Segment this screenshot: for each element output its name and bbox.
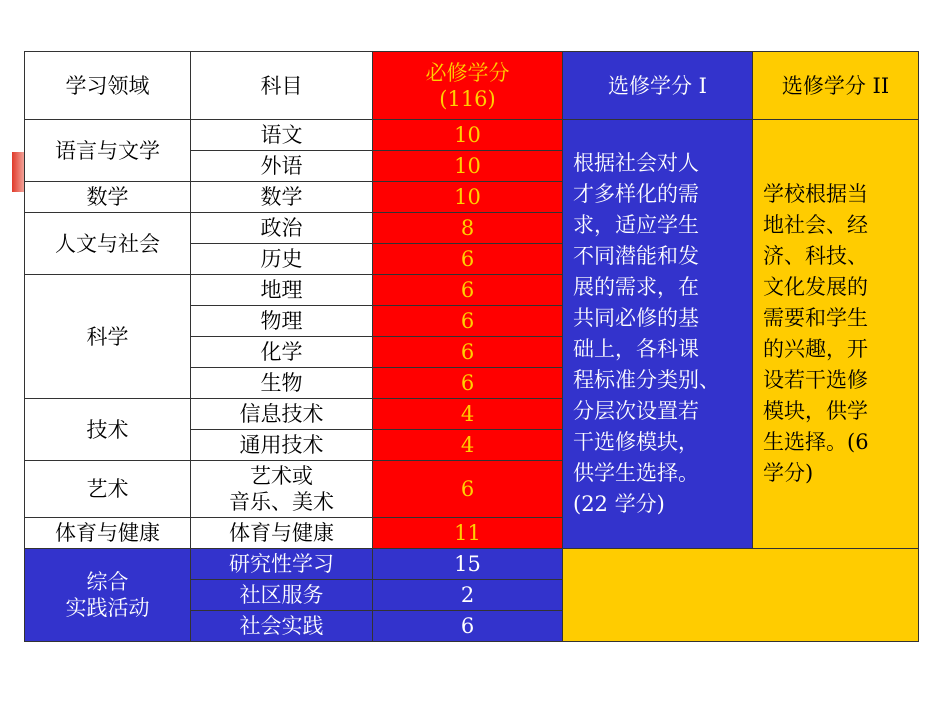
elective-2-description [753, 120, 919, 549]
credit-cell: 11 [373, 518, 563, 549]
description-line: 分层次设置若 [573, 399, 699, 423]
subject-cell: 外语 [191, 151, 373, 182]
domain-cell: 艺术 [25, 461, 191, 518]
subject-cell: 化学 [191, 337, 373, 368]
description-line: 文化发展的 [763, 275, 868, 299]
header-required-title: 必修学分 [425, 60, 510, 85]
credit-cell: 6 [373, 611, 563, 642]
description-line: 干选修模块， [573, 430, 699, 454]
subject-cell: 政治 [191, 213, 373, 244]
credit-cell: 6 [373, 368, 563, 399]
credit-cell: 6 [373, 244, 563, 275]
subject-cell: 数学 [191, 182, 373, 213]
credit-cell: 6 [373, 337, 563, 368]
description-line: 学分) [763, 461, 814, 485]
domain-cell: 数学 [25, 182, 191, 213]
domain-cell: 科学 [25, 275, 191, 399]
header-row [25, 52, 919, 120]
description-line: 模块，供学 [763, 399, 868, 423]
description-line: 济、科技、 [763, 244, 868, 268]
header-elective-1: 选修学分 I [563, 52, 753, 120]
description-line: 础上，各科课 [573, 337, 699, 361]
subject-cell: 研究性学习 [191, 549, 373, 580]
credit-cell: 10 [373, 182, 563, 213]
subject-cell: 语文 [191, 120, 373, 151]
credits-table-container [24, 51, 919, 642]
credit-cell: 8 [373, 213, 563, 244]
domain-line: 实践活动 [65, 596, 150, 620]
description-line: 展的需求，在 [573, 275, 699, 299]
domain-cell: 体育与健康 [25, 518, 191, 549]
description-line: 供学生选择。 [573, 461, 699, 485]
description-line: 根据社会对人 [573, 151, 699, 175]
description-line: 才多样化的需 [573, 182, 699, 206]
description-line: 需要和学生 [763, 306, 868, 330]
subject-cell: 地理 [191, 275, 373, 306]
description-line: 求，适应学生 [573, 213, 699, 237]
domain-cell: 语言与文学 [25, 120, 191, 182]
subject-cell: 社区服务 [191, 580, 373, 611]
credits-table [24, 51, 919, 642]
credit-cell: 10 [373, 120, 563, 151]
description-line: 学校根据当 [763, 182, 868, 206]
subject-cell: 通用技术 [191, 430, 373, 461]
elective-2-text [753, 179, 918, 489]
header-domain: 学习领域 [25, 52, 191, 120]
subject-line: 音乐、美术 [229, 490, 334, 514]
description-line: 设若干选修 [763, 368, 868, 392]
credit-cell: 6 [373, 306, 563, 337]
table-row [25, 549, 919, 580]
elective-1-description [563, 120, 753, 549]
description-line: 地社会、经 [763, 213, 868, 237]
description-line: 的兴趣，开 [763, 337, 868, 361]
description-line: (22 学分) [573, 492, 665, 516]
credit-cell: 10 [373, 151, 563, 182]
subject-cell: 历史 [191, 244, 373, 275]
domain-cell-practice [25, 549, 191, 642]
domain-line: 综合 [86, 570, 129, 594]
subject-line: 艺术或 [250, 464, 313, 488]
domain-cell: 人文与社会 [25, 213, 191, 275]
subject-cell [191, 461, 373, 518]
credit-cell: 2 [373, 580, 563, 611]
credit-cell: 4 [373, 399, 563, 430]
header-subject: 科目 [191, 52, 373, 120]
credit-cell: 6 [373, 461, 563, 518]
header-required [373, 52, 563, 120]
subject-cell: 体育与健康 [191, 518, 373, 549]
header-required-total: (116) [439, 86, 496, 111]
credit-cell: 6 [373, 275, 563, 306]
description-line: 不同潜能和发 [573, 244, 699, 268]
subject-cell: 信息技术 [191, 399, 373, 430]
table-row [25, 120, 919, 151]
header-elective-2: 选修学分 II [753, 52, 919, 120]
subject-cell: 生物 [191, 368, 373, 399]
description-line: 程标准分类别、 [573, 368, 720, 392]
subject-cell: 社会实践 [191, 611, 373, 642]
practice-elective-blank [563, 549, 919, 642]
description-line: 共同必修的基 [573, 306, 699, 330]
subject-cell: 物理 [191, 306, 373, 337]
credit-cell: 15 [373, 549, 563, 580]
description-line: 生选择。(6 [763, 430, 869, 454]
domain-cell: 技术 [25, 399, 191, 461]
credit-cell: 4 [373, 430, 563, 461]
elective-1-text [563, 148, 752, 520]
